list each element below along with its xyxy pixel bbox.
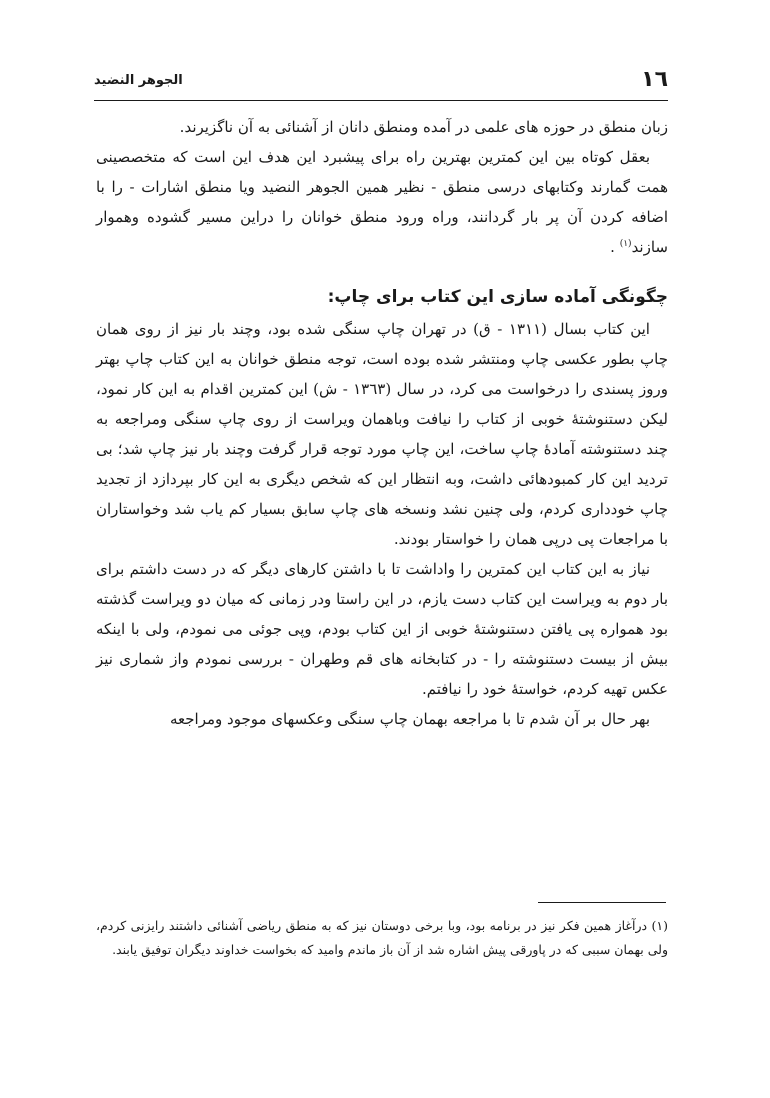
footnote-marker: (١) xyxy=(619,239,632,249)
section-heading: چگونگی آماده سازی این کتاب برای چاپ: xyxy=(327,287,668,307)
paragraph: زبان منطق در حوزه های علمی در آمده ومنطق دانان از آشنائی به آن ناگزیرند. xyxy=(179,118,668,136)
page-header xyxy=(94,66,668,100)
paragraph: نیاز به این کتاب این کمترین را واداشت تا با داشتن کارهای دیگر که در دست داشتم برای بار دوم به ویراست این کتاب دست یازم، در این راستا ودر زمانی که میان دو ویراست گذشته بود همواره پی یافتن دستنوشتهٔ خوبی از این کتاب بودم، وپی جوئی می نمودم، ولی با اینکه بیش از بیست دستنوشته را - در کتابخانه های قم وطهران - بررسی نمودم واز شماری نیز عکس تهیه کردم، خواستهٔ خود را نیافتم. xyxy=(96,560,668,698)
footnote-rule xyxy=(538,902,666,903)
paragraph: این کتاب بسال (١٣١١ - ق) در تهران چاپ سنگی شده بود، وچند بار نیز از روی همان چاپ بطور عکسی چاپ ومنتشر شده بوده است، توجه منطق خوانان به این کتاب چاپ بهتر وروز پسندی را درخواست می کرد، در سال (١٣٦٣ - ش) این کمترین اقدام به این کار نمود، لیکن دستنوشتهٔ خوبی از کتاب را نیافت وباهمان ویراست از روی چاپ سنگی ومراجعه به چند دستنوشته آمادهٔ چاپ ساخت، این چاپ مورد توجه قرار گرفت وچند بار نیز چاپ شد؛ بی تردید این کار کمبودهائی داشت، وبه انتظار این که شخص دیگری به این کار بپردازد از تجدید چاپ خودداری کردم، ولی چنین نشد ونسخه های چاپ سابق بسیار کم یاب شد وخواستاران با مراجعات پی درپی همان را خواستار بودند. xyxy=(96,320,668,548)
paragraph-end: . xyxy=(610,238,620,256)
paragraph: بهر حال بر آن شدم تا با مراجعه بهمان چاپ سنگی وعکسهای موجود ومراجعه xyxy=(169,710,650,728)
footnote: (١) درآغاز همین فکر نیز در برنامه بود، وبا برخی دوستان نیز که به منطق ریاضی آشنائی داشتند رایزنی کردم، ولی بهمان سببی که در پاورقی پیش اشاره شد از آن باز ماندم وامید که بخواست خداوند دیگران توفیق یابند. xyxy=(96,918,668,957)
header-rule xyxy=(94,100,668,101)
paragraph-text: بعقل کوتاه بین این کمترین بهترین راه برای پیشبرد این هدف این است که متخصصینی همت گمارند وکتابهای درسی منطق - نظیر همین الجوهر النضید ویا منطق اشارات - را با اضافه کردن آن پر بار گردانند، وراه ورود منطق خوانان را دراین مسیر گشوده وهموار سازند xyxy=(96,148,668,256)
paragraph xyxy=(96,142,668,262)
running-title: الجوهر النضيد xyxy=(94,73,183,88)
body-text xyxy=(96,112,668,734)
page-number: ١٦ xyxy=(641,67,668,92)
